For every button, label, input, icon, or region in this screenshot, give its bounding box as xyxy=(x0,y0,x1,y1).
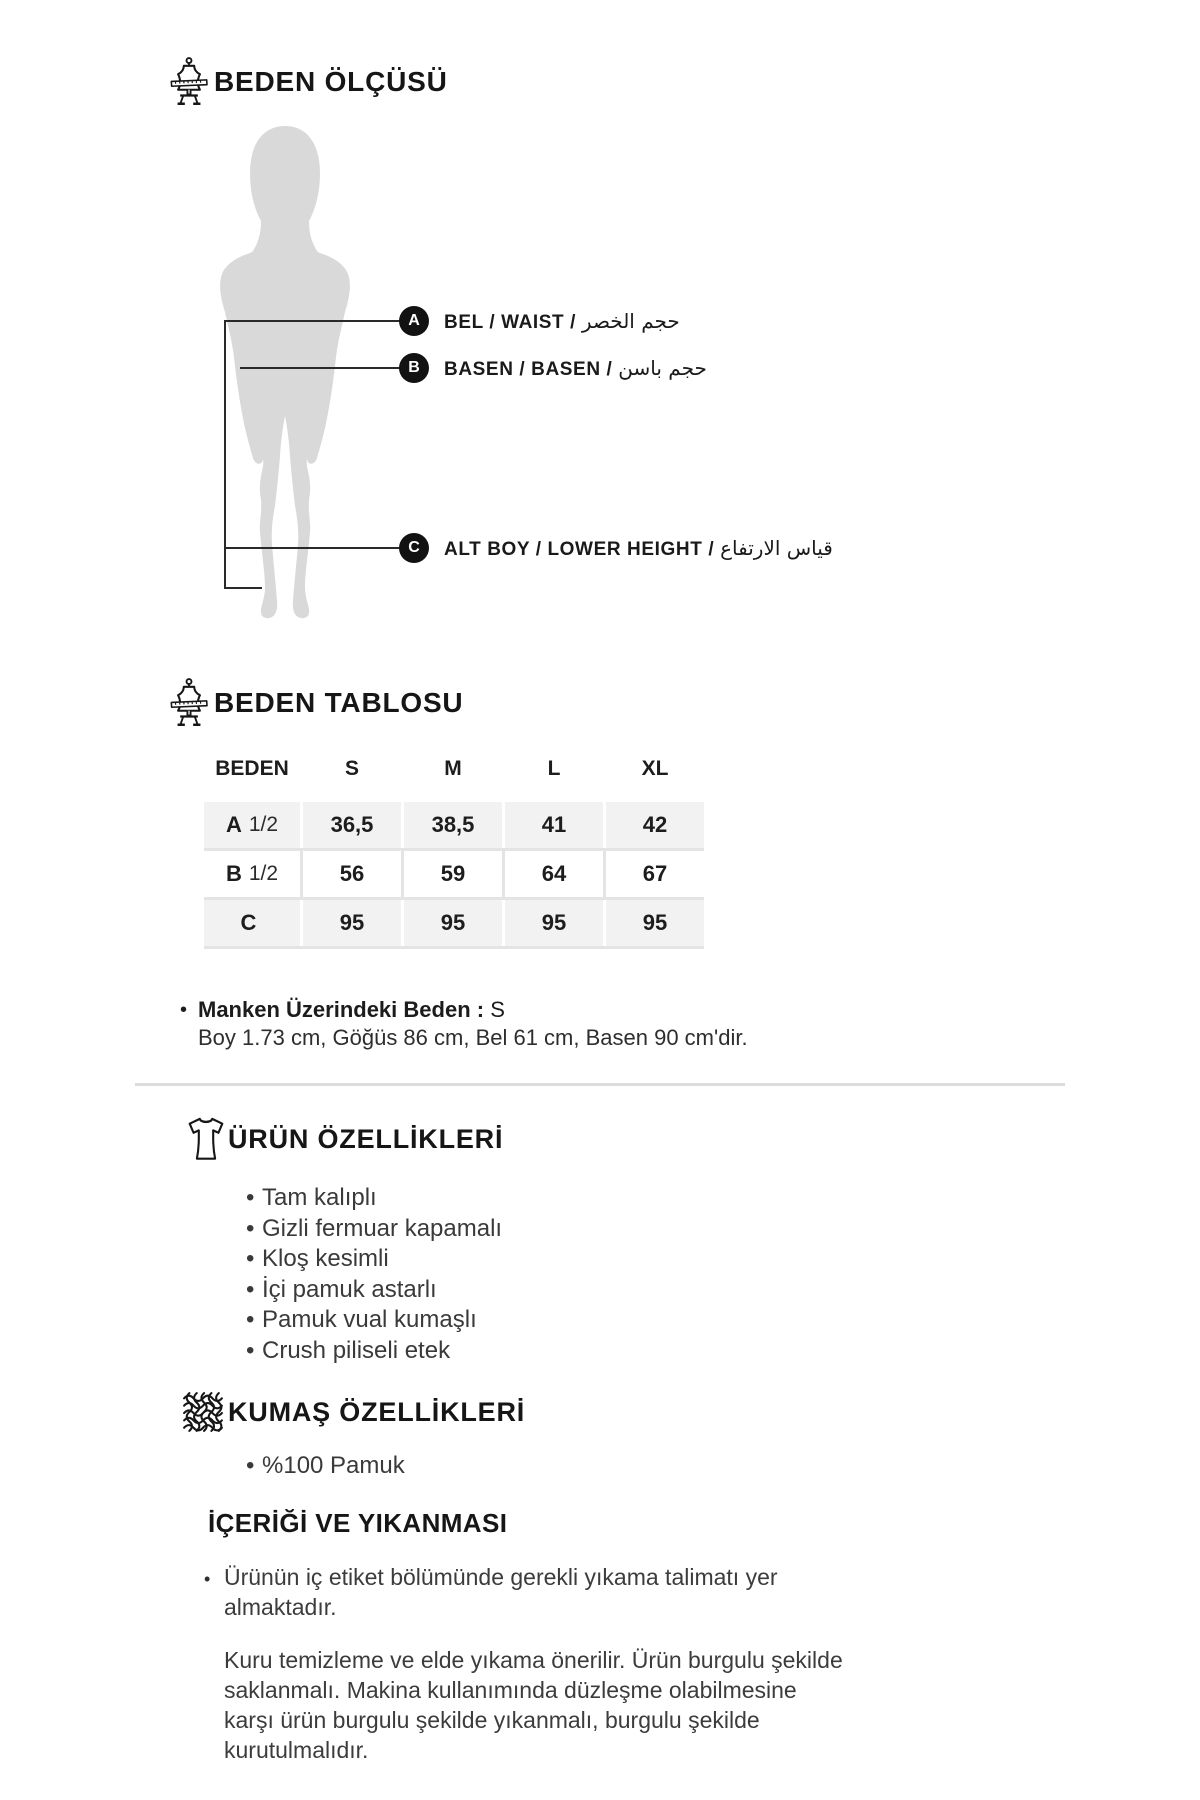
fabric-weave-icon xyxy=(182,1389,224,1435)
col-header-beden: BEDEN xyxy=(215,757,289,780)
table-cell: 59 xyxy=(404,851,502,897)
feature-item xyxy=(246,1275,502,1306)
bullet-dot: • xyxy=(246,1336,255,1364)
bullet-dot: • xyxy=(180,999,188,1021)
care-paragraph-line: Kuru temizleme ve elde yıkama önerilir. Ürün burgulu şekilde xyxy=(224,1647,843,1673)
bullet-dot: • xyxy=(246,1245,255,1272)
row-fraction: 1/2 xyxy=(248,813,279,836)
care-title: İÇERİĞİ VE YIKANMASI xyxy=(208,1508,508,1538)
fabric-features-title: KUMAŞ ÖZELLİKLERİ xyxy=(228,1397,526,1427)
model-size-label: Manken Üzerindeki Beden : xyxy=(198,997,485,1022)
fabric-feature-text: %100 Pamuk xyxy=(262,1452,405,1479)
label-b-arabic: حجم باسن xyxy=(618,356,707,380)
table-cell: 95 xyxy=(505,900,603,946)
care-paragraph xyxy=(224,1645,843,1765)
feature-item xyxy=(246,1305,502,1336)
hip-leader-line xyxy=(240,367,414,369)
feature-text: Gizli fermuar kapamalı xyxy=(262,1214,503,1242)
label-text-a xyxy=(444,309,680,334)
feature-item xyxy=(246,1183,502,1214)
care-instruction-bullet xyxy=(204,1562,778,1622)
label-b-latin: BASEN / BASEN / xyxy=(444,359,619,380)
feature-text: Kloş kesimli xyxy=(262,1245,389,1272)
table-row xyxy=(204,851,704,897)
table-cell: 42 xyxy=(606,802,704,848)
label-a-arabic: حجم الخصر xyxy=(581,309,680,333)
bullet-dot: • xyxy=(246,1452,255,1479)
feature-item xyxy=(246,1214,502,1245)
section-divider xyxy=(135,1083,1065,1086)
table-row xyxy=(204,900,704,946)
table-cell: 56 xyxy=(303,851,401,897)
label-c-latin: ALT BOY / LOWER HEIGHT / xyxy=(444,539,721,560)
tshirt-icon xyxy=(183,1114,229,1164)
model-size-value: S xyxy=(484,997,505,1022)
label-badge-c: C xyxy=(399,533,429,563)
label-c-arabic: قياس الارتفاع xyxy=(720,536,833,560)
label-text-c xyxy=(444,536,833,561)
row-label: C xyxy=(240,910,257,935)
fabric-feature-item xyxy=(246,1451,405,1482)
label-badge-a: A xyxy=(399,306,429,336)
size-table-header-row xyxy=(204,750,704,788)
col-header-l: L xyxy=(547,757,561,780)
mannequin-icon xyxy=(170,678,208,730)
lower-height-leader-line xyxy=(224,547,414,549)
table-cell: 64 xyxy=(505,851,603,897)
body-measurement-diagram xyxy=(0,0,1200,650)
feature-text: Pamuk vual kumaşlı xyxy=(262,1306,477,1333)
feature-text: Tam kalıplı xyxy=(262,1184,377,1211)
table-cell: 95 xyxy=(404,900,502,946)
size-table xyxy=(204,750,704,949)
model-measurements: Boy 1.73 cm, Göğüs 86 cm, Bel 61 cm, Basen 90 cm'dir. xyxy=(198,1025,748,1050)
row-label-cell xyxy=(204,802,300,848)
row-label-cell xyxy=(204,851,300,897)
bullet-dot: • xyxy=(246,1184,255,1211)
feature-text: İçi pamuk astarlı xyxy=(262,1275,437,1303)
feature-item xyxy=(246,1336,502,1367)
table-cell: 95 xyxy=(606,900,704,946)
col-header-xl: XL xyxy=(641,757,669,780)
row-label: A xyxy=(225,812,242,837)
bullet-dot: • xyxy=(246,1214,255,1242)
table-cell: 36,5 xyxy=(303,802,401,848)
care-bullet-line: Ürünün iç etiket bölümünde gerekli yıkama talimatı yer xyxy=(224,1564,778,1590)
feature-item xyxy=(246,1244,502,1275)
label-text-b xyxy=(444,356,707,381)
feature-text: Crush piliseli etek xyxy=(262,1336,451,1364)
bullet-dot: • xyxy=(246,1306,255,1333)
label-badge-b: B xyxy=(399,353,429,383)
col-header-s: S xyxy=(344,757,359,780)
bullet-dot: • xyxy=(246,1275,255,1303)
size-table-title: BEDEN TABLOSU xyxy=(214,687,464,718)
size-guide-title: BEDEN ÖLÇÜSÜ xyxy=(214,66,448,97)
table-cell: 41 xyxy=(505,802,603,848)
row-label-cell xyxy=(204,900,300,946)
table-cell: 67 xyxy=(606,851,704,897)
care-paragraph-line: kurutulmalıdır. xyxy=(224,1737,369,1763)
waist-leader-line xyxy=(224,320,414,322)
table-cell: 38,5 xyxy=(404,802,502,848)
table-cell: 95 xyxy=(303,900,401,946)
bullet-dot: • xyxy=(204,1569,211,1589)
col-header-m: M xyxy=(444,757,462,780)
model-size-note xyxy=(180,996,748,1052)
care-paragraph-line: karşı ürün burgulu şekilde yıkanmalı, burgulu şekilde xyxy=(224,1707,760,1733)
care-paragraph-line: saklanmalı. Makina kullanımında düzleşme olabilmesine xyxy=(224,1677,797,1703)
table-row xyxy=(204,802,704,848)
table-rule xyxy=(204,946,704,949)
care-bullet-line: almaktadır. xyxy=(224,1594,337,1620)
row-fraction: 1/2 xyxy=(248,862,279,885)
row-label: B xyxy=(225,861,242,886)
product-features-list xyxy=(246,1183,502,1366)
bracket-foot-line xyxy=(224,587,262,589)
label-a-latin: BEL / WAIST / xyxy=(444,312,582,333)
product-features-title: ÜRÜN ÖZELLİKLERİ xyxy=(228,1124,504,1154)
